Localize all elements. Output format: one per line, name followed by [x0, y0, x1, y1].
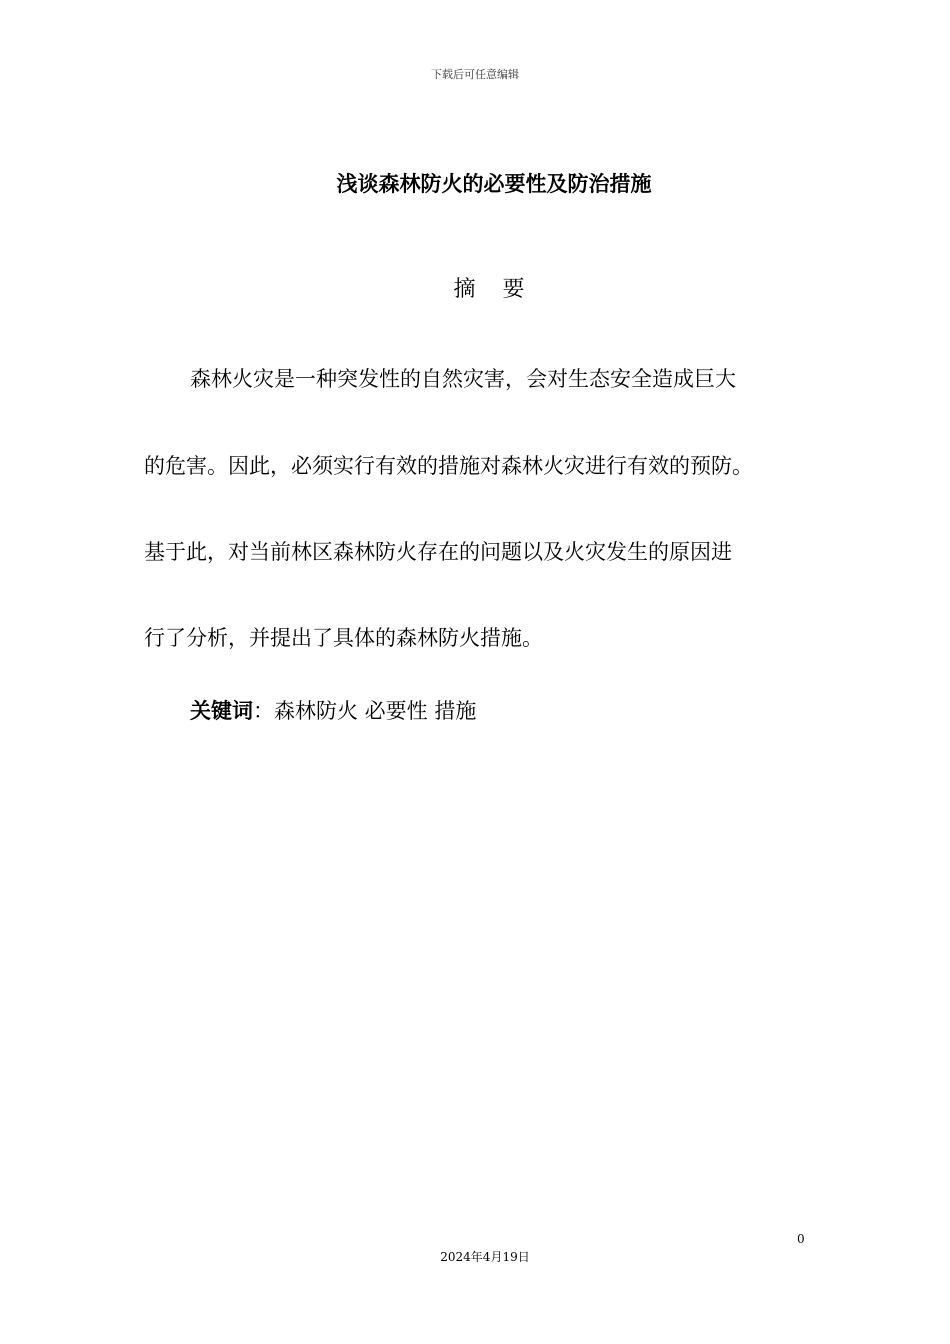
page-footer-date: 2024年4月19日 — [440, 1250, 530, 1264]
keywords-line — [190, 696, 476, 726]
abstract-line: 行了分析，并提出了具体的森林防火措施。 — [144, 626, 543, 650]
keywords-separator: ： — [253, 699, 274, 723]
page-header: 下载后可任意编辑 — [431, 68, 519, 81]
abstract-line: 基于此，对当前林区森林防火存在的问题以及火灾发生的原因进 — [144, 540, 732, 564]
abstract-line: 森林火灾是一种突发性的自然灾害，会对生态安全造成巨大 — [190, 367, 736, 391]
abstract-line: 的危害。因此，必须实行有效的措施对森林火灾进行有效的预防。 — [144, 454, 753, 478]
abstract-heading: 摘 要 — [453, 277, 535, 302]
keywords-value: 森林防火 必要性 措施 — [274, 699, 477, 723]
page-number: 0 — [797, 1232, 805, 1246]
document-title: 浅谈森林防火的必要性及防治措施 — [336, 172, 652, 196]
keywords-label: 关键词 — [190, 699, 253, 723]
